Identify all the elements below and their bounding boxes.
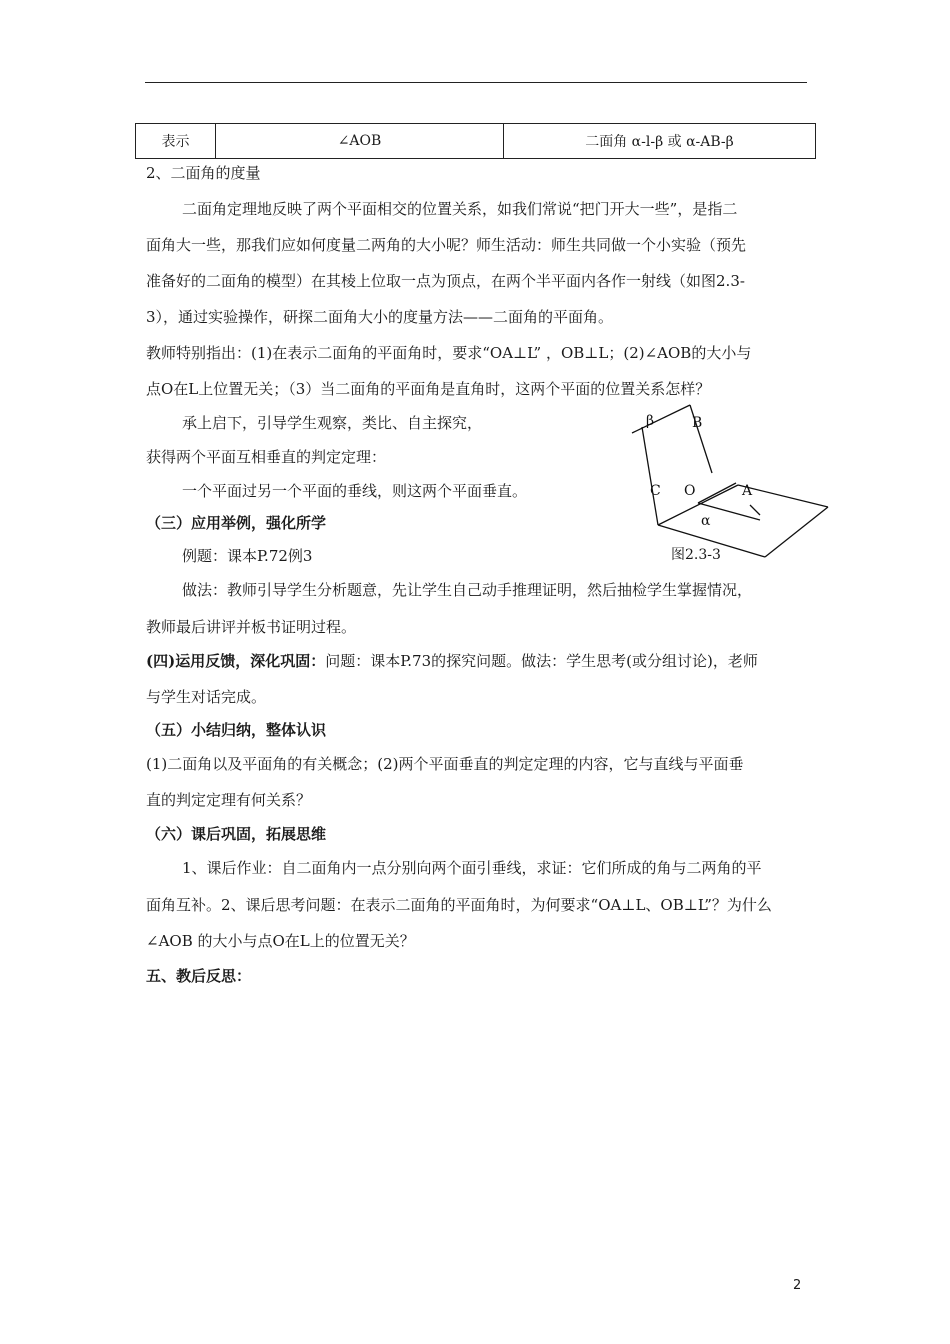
paragraph-line: 1、课后作业：自二面角内一点分别向两个面引垂线，求证：它们所成的角与二两角的平 bbox=[182, 859, 762, 877]
paragraph-line: 教师特别指出：(1)在表示二面角的平面角时，要求“OA⊥L” ，OB⊥L；(2)∠AOB的大小与 bbox=[146, 344, 752, 362]
section-heading-feedback: (四)运用反馈，深化巩固： bbox=[146, 652, 326, 670]
paragraph-line: 承上启下，引导学生观察，类比、自主探究， bbox=[182, 414, 483, 432]
label-B: B bbox=[692, 415, 703, 431]
table-row bbox=[136, 124, 816, 159]
feedback-text: 问题：课本P.73的探究问题。做法：学生思考(或分组讨论)，老师 bbox=[325, 652, 758, 670]
label-alpha: α bbox=[701, 513, 711, 529]
plane-beta-top-edge bbox=[632, 405, 690, 433]
paragraph-line: ∠AOB 的大小与点O在L上的位置无关？ bbox=[146, 932, 415, 950]
paragraph-line: 面角大一些，那我们应如何度量二两角的大小呢？师生活动：师生共同做一个小实验（预先 bbox=[146, 236, 747, 254]
paragraph-line: 点O在L上位置无关；（3）当二面角的平面角是直角时，这两个平面的位置关系怎样？ bbox=[146, 380, 711, 398]
paragraph-line: (1)二面角以及平面角的有关概念；(2)两个平面垂直的判定定理的内容，它与直线与平面垂 bbox=[146, 755, 744, 773]
plane-alpha-far-edge bbox=[765, 507, 828, 557]
dihedral-angle-figure bbox=[620, 385, 840, 560]
paragraph-line: 做法：教师引导学生分析题意，先让学生自己动手推理证明，然后抽检学生掌握情况， bbox=[182, 581, 753, 599]
label-O: O bbox=[684, 483, 696, 499]
theorem-line: 一个平面过另一个平面的垂线，则这两个平面垂直。 bbox=[182, 482, 528, 500]
ray-tick bbox=[750, 505, 760, 515]
section-heading-summary: （五）小结归纳，整体认识 bbox=[146, 721, 327, 739]
paragraph-line: 直的判定定理有何关系？ bbox=[146, 791, 312, 809]
ray-OA bbox=[698, 483, 736, 503]
paragraph-line: 教师最后讲评并板书证明过程。 bbox=[146, 618, 357, 636]
feedback-line bbox=[146, 651, 758, 671]
table-row-label: 表示 bbox=[136, 124, 216, 159]
header-rule bbox=[145, 82, 807, 83]
paragraph-line: 面角互补。2、课后思考问题：在表示二面角的平面角时，为何要求“OA⊥L、OB⊥L”？为什么 bbox=[146, 896, 772, 914]
representation-table bbox=[135, 123, 816, 159]
label-C: C bbox=[650, 483, 661, 499]
plane-alpha-front-edge bbox=[658, 485, 738, 525]
label-A: A bbox=[742, 483, 753, 499]
figure-caption: 图2.3-3 bbox=[671, 547, 721, 563]
dihedral-cell: 二面角 α-l-β 或 α-AB-β bbox=[504, 124, 816, 159]
label-beta: β bbox=[646, 413, 655, 429]
example-line: 例题：课本P.72例3 bbox=[182, 547, 313, 565]
paragraph-line: 二面角定理地反映了两个平面相交的位置关系，如我们常说“把门开大一些”，是指二 bbox=[182, 200, 738, 218]
section-heading-reflection: 五、教后反思： bbox=[146, 967, 252, 985]
paragraph-line: 与学生对话完成。 bbox=[146, 688, 267, 706]
page-number: 2 bbox=[793, 1278, 802, 1293]
paragraph-line: 准备好的二面角的模型）在其棱上位取一点为顶点，在两个半平面内各作一射线（如图2.3- bbox=[146, 272, 745, 290]
edge-l bbox=[642, 427, 658, 525]
plane-angle-cell: ∠AOB bbox=[216, 124, 504, 159]
section-heading-measure: 2、二面角的度量 bbox=[146, 164, 261, 182]
paragraph-line: 获得两个平面互相垂直的判定定理： bbox=[146, 448, 387, 466]
section-heading-examples: （三）应用举例，强化所学 bbox=[146, 514, 327, 532]
section-heading-homework: （六）课后巩固，拓展思维 bbox=[146, 825, 327, 843]
paragraph-line: 3），通过实验操作，研探二面角大小的度量方法——二面角的平面角。 bbox=[146, 308, 614, 326]
